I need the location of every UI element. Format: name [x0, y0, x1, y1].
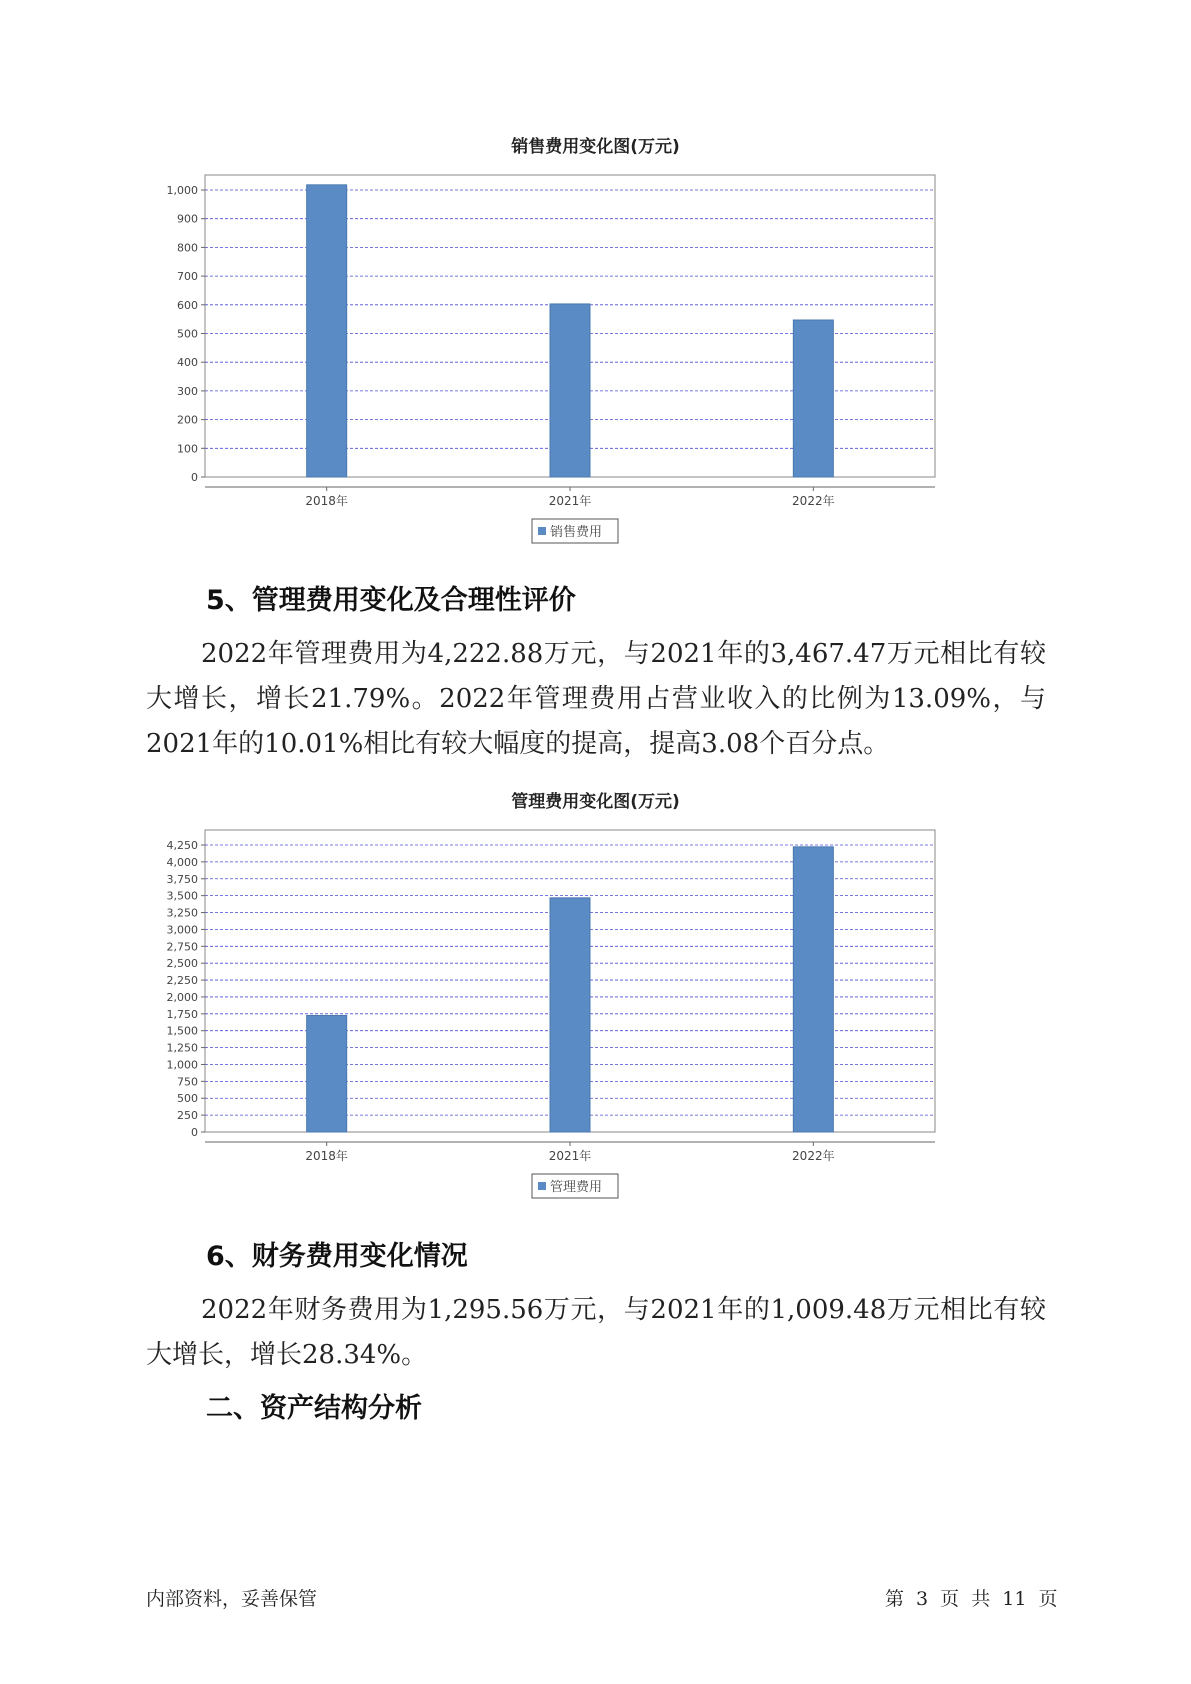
y-tick-label: 700 [177, 270, 198, 284]
y-tick-label: 1,000 [166, 184, 198, 197]
y-tick-label: 500 [177, 327, 198, 341]
bar-2018年 [307, 1016, 347, 1132]
legend-label: 销售费用 [550, 525, 603, 540]
y-tick-label: 3,750 [166, 872, 198, 886]
y-tick-label: 800 [177, 241, 198, 255]
admin-chart-title: 管理费用变化图(万元) [511, 792, 680, 812]
section6-heading: 6、财务费用变化情况 [206, 1241, 468, 1272]
legend-label: 管理费用 [550, 1180, 603, 1195]
bar-2021年 [550, 898, 590, 1132]
y-tick-label: 600 [177, 298, 198, 312]
y-tick-label: 250 [177, 1109, 198, 1123]
y-tick-label: 4,000 [166, 855, 198, 869]
y-tick-label: 0 [191, 1126, 198, 1139]
legend [532, 519, 618, 543]
footer-confidential-note: 内部资料，妥善保管 [146, 1588, 318, 1610]
y-tick-label: 2,250 [166, 974, 198, 988]
legend-swatch [538, 527, 546, 535]
y-tick-label: 3,250 [166, 906, 198, 920]
admin-expense-chart [160, 805, 1020, 1245]
y-tick-label: 2,500 [166, 957, 198, 971]
footer-page-number: 第 3 页 共 11 页 [885, 1588, 1058, 1610]
y-tick-label: 4,250 [166, 839, 198, 852]
section6-paragraph: 2022年财务费用为1,295.56万元，与2021年的1,009.48万元相比有较大增长，增长28.34%。 [146, 1295, 1046, 1370]
x-tick-label: 2022年 [792, 1149, 835, 1163]
y-tick-label: 750 [177, 1075, 198, 1089]
y-tick-label: 1,750 [166, 1007, 198, 1021]
y-tick-label: 2,750 [166, 940, 198, 954]
sales-expense-chart [160, 150, 1020, 590]
bar-2022年 [793, 847, 833, 1132]
bar-2022年 [793, 320, 833, 477]
y-tick-label: 0 [191, 471, 198, 484]
x-tick-label: 2018年 [305, 1149, 348, 1163]
y-tick-label: 400 [177, 356, 198, 370]
bar-2021年 [550, 304, 590, 477]
x-tick-label: 2018年 [305, 494, 348, 508]
y-tick-label: 3,500 [166, 889, 198, 903]
sales-chart-title: 销售费用变化图(万元) [511, 137, 680, 157]
section5-paragraph: 2022年管理费用为4,222.88万元，与2021年的3,467.47万元相比有较大增长，增长21.79%。2022年管理费用占营业收入的比例为13.09%，与2021年的10.01%相比有较大幅度的提高，提高3.08个百分点。 [146, 639, 1046, 759]
legend [532, 1174, 618, 1198]
y-tick-label: 1,500 [166, 1024, 198, 1038]
x-tick-label: 2021年 [548, 1149, 592, 1163]
bar-2018年 [307, 185, 347, 477]
y-tick-label: 2,000 [166, 990, 198, 1004]
x-tick-label: 2021年 [548, 494, 592, 508]
section-two-heading: 二、资产结构分析 [206, 1393, 422, 1424]
x-tick-label: 2022年 [792, 494, 835, 508]
y-tick-label: 200 [177, 413, 198, 427]
y-tick-label: 1,250 [166, 1041, 198, 1055]
y-tick-label: 1,000 [166, 1058, 198, 1072]
y-tick-label: 900 [177, 212, 198, 226]
y-tick-label: 300 [177, 384, 198, 398]
section5-heading: 5、管理费用变化及合理性评价 [206, 585, 576, 616]
y-tick-label: 500 [177, 1092, 198, 1106]
y-tick-label: 3,000 [166, 923, 198, 937]
legend-swatch [538, 1182, 546, 1190]
y-tick-label: 100 [177, 442, 198, 456]
